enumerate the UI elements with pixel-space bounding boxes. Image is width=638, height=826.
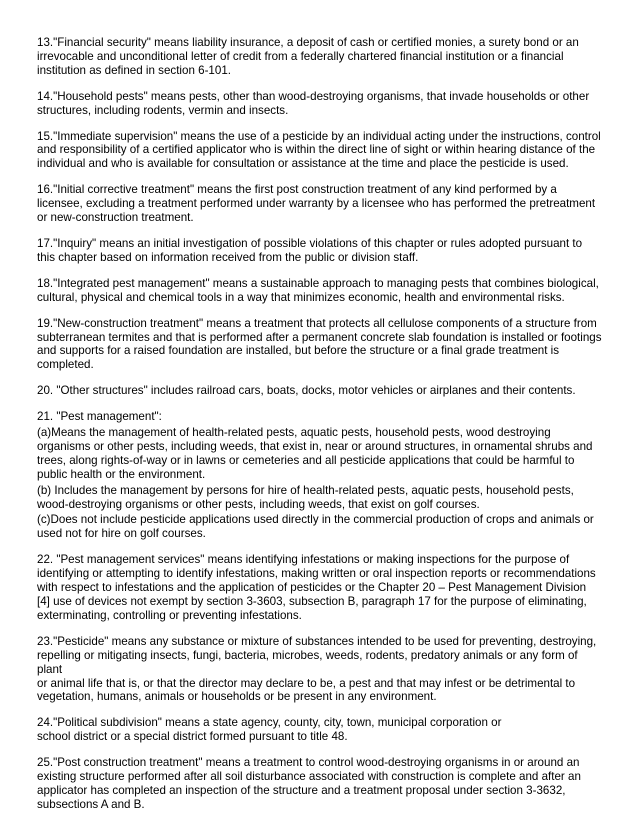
document-page xyxy=(37,36,603,824)
definition-16: 16."Initial corrective treatment" means the first post construction treatment of any kind performed by a licensee, excluding a treatment performed under warranty by a licensee who has performed the pretreatment or new-construction treatment. xyxy=(37,183,596,225)
definition-25: 25."Post construction treatment" means a treatment to control wood-destroying organisms in or around an existing structure performed after all soil disturbance associated with construction is complete and after an applicator has completed an inspection of the structure and a treatment proposal under section 3-3632, subsections A and B. xyxy=(37,756,581,811)
definition-18: 18."Integrated pest management" means a sustainable approach to managing pests that combines biological, cultural, physical and chemical tools in a way that minimizes economic, health and environmental risks. xyxy=(37,276,599,304)
definition-21-a: (a)Means the management of health-related pests, aquatic pests, household pests, wood destroying organisms or other pests, including weeds, that exist in, near or around structures, in ornamental shrubs and trees, along rights-of-way or in lawns or cemeteries and all pesticide applications that could be harmful to public health or the environment. xyxy=(37,426,593,481)
definition-23: 23."Pesticide" means any substance or mixture of substances intended to be used for preventing, destroying, repelling or mitigating insects, fungi, bacteria, microbes, weeds, rodents, predatory animals or any form of plant or animal life that is, or that the director may declare to be, a pest and that may infest or be detrimental to vegetation, humans, animals or households or be present in any environment. xyxy=(37,634,597,704)
definition-13: 13."Financial security" means liability insurance, a deposit of cash or certified monies, a surety bond or an irrevocable and unconditional letter of credit from a federally chartered financial institution or a financial institution as defined in section 6-101. xyxy=(37,36,579,77)
definition-19: 19."New-construction treatment" means a treatment that protects all cellulose components of a structure from subterranean termites and that is performed after a permanent concrete slab foundation is installed or footings and supports for a raised foundation are installed, but before the structure or a final grade treatment is completed. xyxy=(37,316,602,372)
definition-20: 20. "Other structures" includes railroad cars, boats, docks, motor vehicles or airplanes and their contents. xyxy=(37,384,576,398)
definition-21-heading: 21. "Pest management": xyxy=(37,410,162,424)
definition-17: 17."Inquiry" means an initial investigation of possible violations of this chapter or rules adopted pursuant to this chapter based on information received from the public or division staff. xyxy=(37,236,583,264)
definition-22: 22. "Pest management services" means identifying infestations or making inspections for the purpose of identifying or attempting to identify infestations, making written or oral inspection reports or recommendations with respect to infestations and the application of pesticides or the Chapter 20 – Pest Management Division [4] use of devices not exempt by section 3-3603, subsection B, paragraph 17 for the purpose of eliminating, exterminating, controlling or preventing infestations. xyxy=(37,553,596,622)
definition-21-b: (b) Includes the management by persons for hire of health-related pests, aquatic pests, household pests, wood-destroying organisms or other pests, including weeds, that exist on golf courses. xyxy=(37,483,574,511)
definition-24: 24."Political subdivision" means a state agency, county, city, town, municipal corporation or school district or a special district formed pursuant to title 48. xyxy=(37,716,502,744)
definition-21-c: (c)Does not include pesticide applications used directly in the commercial production of crops and animals or used not for hire on golf courses. xyxy=(37,513,594,541)
definition-14: 14."Household pests" means pests, other than wood-destroying organisms, that invade households or other structures, including rodents, vermin and insects. xyxy=(37,89,590,117)
definition-15: 15."Immediate supervision" means the use of a pesticide by an individual acting under the instructions, control and responsibility of a certified applicator who is within the direct line of sight or within hearing distance of the individual and who is available for consultation or assistance at the time and place the pesticide is used. xyxy=(37,129,601,171)
definition-21 xyxy=(37,410,603,541)
